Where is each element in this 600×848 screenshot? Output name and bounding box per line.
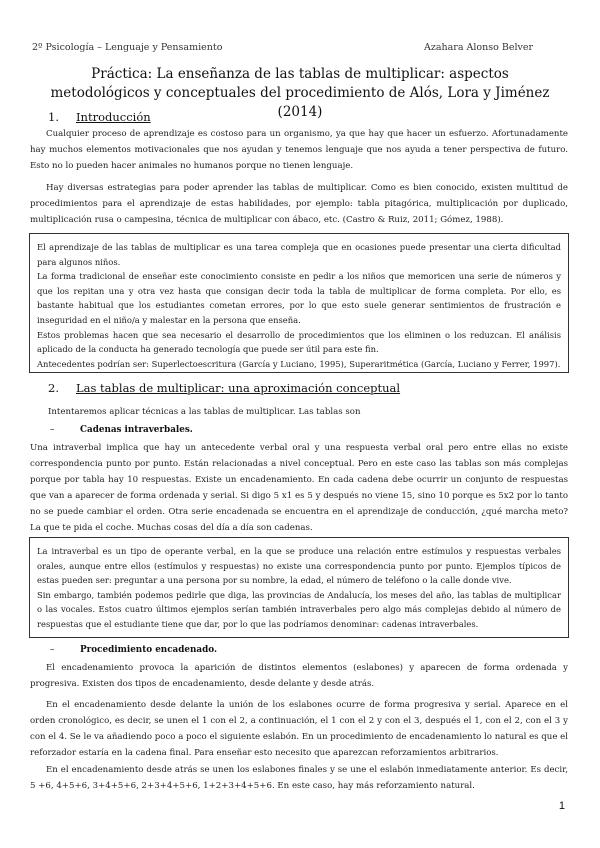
section-2-intro: Intentaremos aplicar técnicas a las tablas de multiplicar. Las tablas son <box>48 407 361 417</box>
subsection-intraverbal-title: Cadenas intraverbales. <box>80 425 193 435</box>
intraverbal-paragraph: Una intraverbal implica que hay un antecedente verbal oral y una respuesta verbal oral pero entre ellas no existe correspondencia punto por punto. Están relacionadas a nivel conceptual. Pero en este caso las tablas son más complejas porque por tabla hay 10 respuestas. Existe un encadenamiento. En cada cadena debe ocurrir un conjunto de respuestas que van a aparecer de forma ordenada y serial. Si digo 5 x1 es 5 y después no viene 15, sino 10 porque es 5x2 por lo tanto no se puede cambiar el orden. Otra serie encadenada se encuentra en el aprendizaje de conducción, ¿qué marcha meto? La que te pida el coche. Muchas cosas del día a día son cadenas. <box>30 443 568 533</box>
section-1-heading <box>48 110 151 124</box>
subsection-intraverbal-heading <box>50 425 193 435</box>
bullet-dash: – <box>50 425 55 435</box>
header-author: Azahara Alonso Belver <box>424 42 534 53</box>
page-number: 1 <box>558 800 565 812</box>
header-course: 2º Psicología – Lenguaje y Pensamiento <box>32 42 223 53</box>
section-2-number: 2. <box>48 381 59 395</box>
box1-paragraph-1: El aprendizaje de las tablas de multiplicar es una tarea compleja que en ocasiones puede presentar una cierta dificultad para algunos niños. <box>37 242 561 267</box>
section-1-title: Introducción <box>76 110 151 124</box>
box2-paragraph-2: Sin embargo, también podemos pedirle que diga, las provincias de Andalucía, los meses del año, las tablas de multiplicar o las vocales. Estos cuatro últimos ejemplos serían también intraverbales pero algo más complejas debido al número de respuestas que el estudiante tiene que dar, por lo que las podríamos denominar: cadenas intraverbales. <box>37 589 561 629</box>
chaining-paragraph-2: En el encadenamiento desde delante la unión de los eslabones ocurre de forma progresiva y serial. Aparece en el orden cronológico, es decir, se unen el 1 con el 2, a continuación, el 1 con el 2 y con el 3, después el 1, con el 2, con el 3 y con el 4. Se le va añadiendo poco a poco el siguiente eslabón. En un procedimiento de encadenamiento lo natural es que el reforzador estaría en la cadena final. Para enseñar esto necesito que aparezcan reforzamientos arbitrarios. <box>30 700 568 758</box>
summary-box-1 <box>29 233 569 373</box>
box1-paragraph-4: Antecedentes podrían ser: Superlectoescritura (García y Luciano, 1995), Superaritmética (García, Luciano y Ferrer, 1997). <box>37 358 561 369</box>
box2-paragraph-1: La intraverbal es un tipo de operante verbal, en la que se produce una relación entre estímulos y respuestas verbales orales, aunque entre ellos (estímulos y respuestas) no existe una correspondencia punto por punto. Ejemplos típicos de estas pueden ser: preguntar a una persona por su nombre, la edad, el número de teléfono o la calle donde vive. <box>37 546 561 586</box>
summary-box-2 <box>29 537 569 638</box>
chaining-paragraph-1: El encadenamiento provoca la aparición de distintos elementos (eslabones) y aparecen de forma ordenada y progresiva. Existen dos tipos de encadenamiento, desde delante y desde atrás. <box>30 663 568 689</box>
intro-paragraph-1: Cualquier proceso de aprendizaje es costoso para un organismo, ya que hay que hacer un esfuerzo. Afortunadamente hay muchos elementos motivacionales que nos ayudan y tenemos lenguaje que nos ayuda a tener perspectiva de futuro. Esto no lo pueden hacer animales no humanos porque no tienen lenguaje. <box>30 129 568 171</box>
subsection-chaining-title: Procedimiento encadenado. <box>80 645 218 655</box>
section-2-title: Las tablas de multiplicar: una aproximación conceptual <box>76 381 401 395</box>
intro-paragraph-2: Hay diversas estrategias para poder aprender las tablas de multiplicar. Como es bien conocido, existen multitud de procedimientos para el aprendizaje de estas habilidades, por ejemplo: tabla pitagórica, multiplicación por duplicado, multiplicación rusa o campesina, técnica de multiplicar con ábaco, etc. (Castro & Ruiz, 2011; Gómez, 1988). <box>30 183 568 225</box>
box1-paragraph-3: Estos problemas hacen que sea necesario el desarrollo de procedimientos que los eliminen o los reduzcan. El análisis aplicado de la conducta ha generado tecnología que puede ser útil para este fin. <box>37 329 561 355</box>
document-title: Práctica: La enseñanza de las tablas de multiplicar: aspectos metodológicos y conceptuales del procedimiento de Alós, Lora y Jiménez (2014) <box>50 66 550 120</box>
section-2-heading <box>48 381 400 395</box>
section-1-number: 1. <box>48 110 59 124</box>
chaining-paragraph-3: En el encadenamiento desde atrás se unen los eslabones finales y se une el eslabón inmediatamente anterior. Es decir, 5 +6, 4+5+6, 3+4+5+6, 2+3+4+5+6, 1+2+3+4+5+6. En este caso, hay más reforzamiento natural. <box>30 765 568 791</box>
subsection-chaining-heading <box>50 645 217 655</box>
box1-paragraph-2: La forma tradicional de enseñar este conocimiento consiste en pedir a los niños que memoricen una serie de números y que los repitan una y otra vez hasta que consigan decir toda la tabla de multiplicar de forma completa. Por ello, es bastante habitual que los estudiantes cometan errores, por lo que esto suele generar sentimientos de frustración e inseguridad en el niño/a y malestar en la persona que enseña. <box>37 271 561 325</box>
bullet-dash: – <box>50 645 55 655</box>
